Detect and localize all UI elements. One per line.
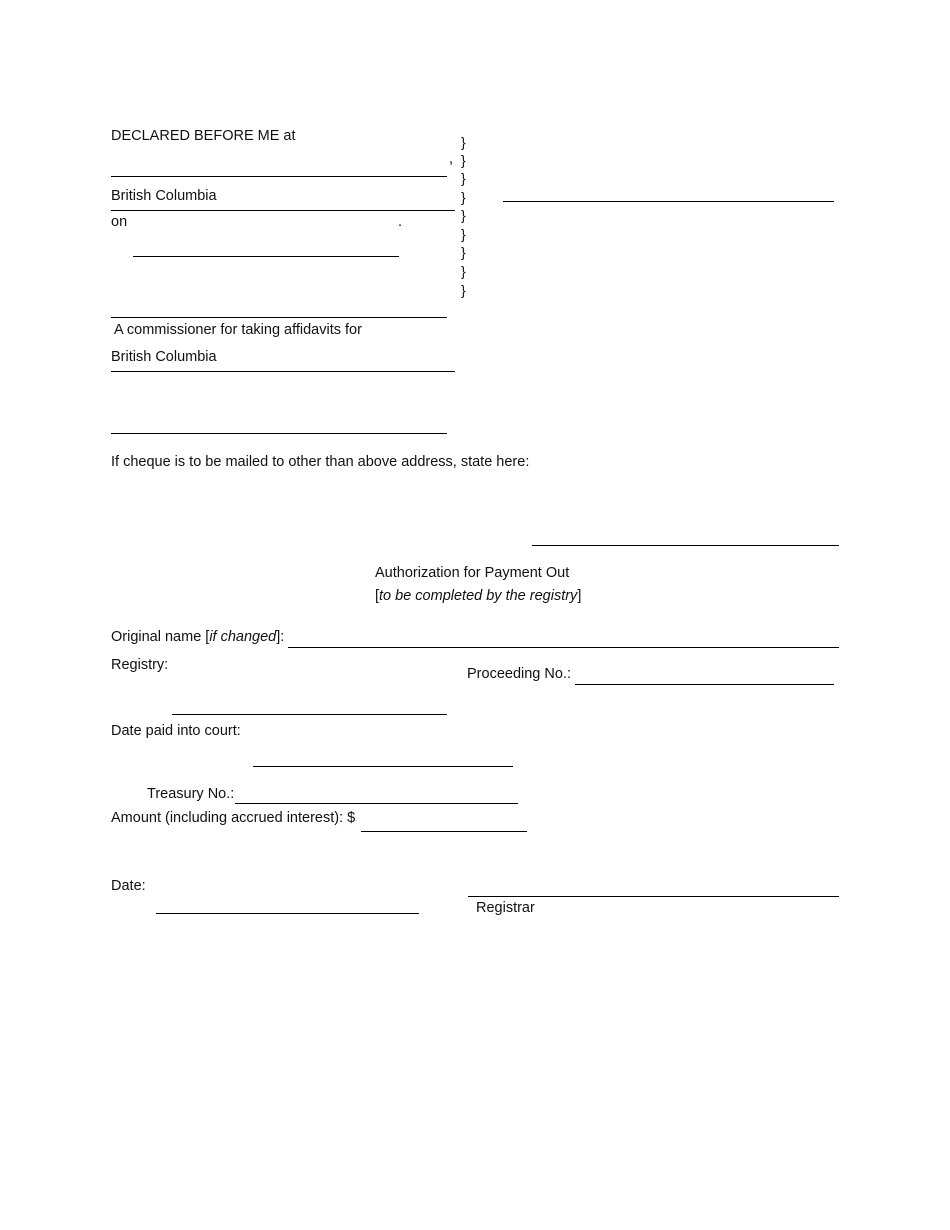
amount-field[interactable]	[361, 831, 527, 832]
date-field[interactable]	[156, 913, 419, 914]
brace: }	[461, 207, 466, 223]
registry-field[interactable]	[172, 714, 447, 715]
treasury-number-label: Treasury No.:	[147, 786, 235, 802]
proceeding-number-label: Proceeding No.:	[467, 666, 571, 682]
authorization-subtitle: [to be completed by the registry]	[375, 588, 582, 604]
registrar-signature-line[interactable]	[468, 896, 839, 897]
on-label: on	[111, 214, 128, 230]
proceeding-number-field[interactable]	[575, 684, 834, 685]
original-name-field[interactable]	[288, 647, 839, 648]
commissioner-province-line	[111, 371, 455, 372]
brace: }	[461, 226, 466, 242]
brace: }	[461, 282, 466, 298]
declared-before-me-label: DECLARED BEFORE ME at	[111, 128, 296, 144]
authorization-title: Authorization for Payment Out	[375, 565, 570, 581]
commissioner-title: A commissioner for taking affidavits for	[114, 322, 362, 338]
brace: }	[461, 134, 466, 150]
commissioner-signature-line[interactable]	[111, 317, 447, 318]
brace: }	[461, 189, 466, 205]
period: .	[398, 214, 403, 230]
registry-label: Registry:	[111, 657, 169, 673]
declared-date-line[interactable]	[133, 256, 399, 257]
comma: ,	[449, 151, 454, 167]
brace: }	[461, 244, 466, 260]
amount-label: Amount (including accrued interest): $	[111, 810, 356, 826]
registrar-label: Registrar	[476, 900, 535, 916]
date-label: Date:	[111, 878, 146, 894]
declarant-signature-line[interactable]	[503, 201, 834, 202]
province-line	[111, 210, 455, 211]
brace: }	[461, 263, 466, 279]
date-paid-field[interactable]	[253, 766, 513, 767]
cheque-address-note: If cheque is to be mailed to other than above address, state here:	[111, 454, 530, 470]
commissioner-province: British Columbia	[111, 349, 217, 365]
cheque-address-line[interactable]	[532, 545, 839, 546]
brace: }	[461, 170, 466, 186]
declared-location-line[interactable]	[111, 176, 447, 177]
brace: }	[461, 152, 466, 168]
original-name-label: Original name [if changed]:	[111, 629, 285, 645]
treasury-number-field[interactable]	[235, 803, 518, 804]
province-label: British Columbia	[111, 188, 217, 204]
date-paid-label: Date paid into court:	[111, 723, 241, 739]
commissioner-name-line[interactable]	[111, 433, 447, 434]
